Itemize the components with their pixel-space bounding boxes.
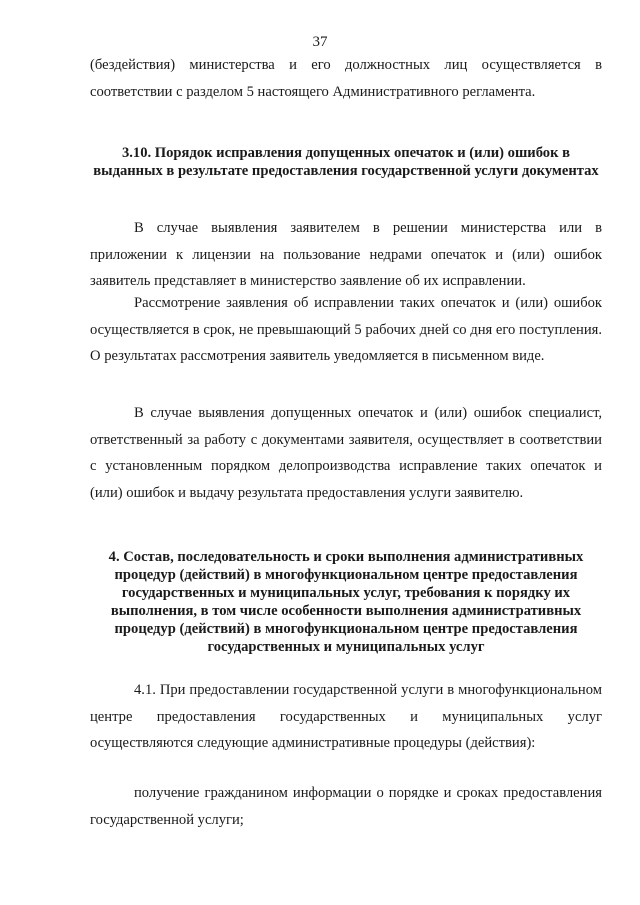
paragraph-4-1: 4.1. При предоставлении государственной услуги в многофункциональном центре предоставления государственных и муниципальных услуг осуществляются следующие административные процедуры (действия):: [90, 682, 602, 751]
section-3-10-heading: 3.10. Порядок исправления допущенных опечаток и (или) ошибок в выданных в результате предоставления государственной услуги документах: [93, 145, 599, 179]
section-3-10-paragraph-3: В случае выявления допущенных опечаток и (или) ошибок специалист, ответственный за работу с документами заявителя, осуществляет в соответствии с установленным порядком делопроизводства исправление таких опечаток и (или) ошибок и выдачу результата предоставления услуги заявителю.: [90, 405, 602, 501]
intro-paragraph: (бездействия) министерства и его должностных лиц осуществляется в соответствии с разделом 5 настоящего Административного регламента.: [90, 57, 602, 100]
list-item: получение гражданином информации о порядке и сроках предоставления государственной услуги;: [90, 785, 602, 828]
page-number: 37: [312, 34, 328, 50]
section-3-10-paragraph-1: В случае выявления заявителем в решении министерства или в приложении к лицензии на пользование недрами опечаток и (или) ошибок заявитель представляет в министерство заявление об их исправлении.: [90, 220, 602, 289]
section-3-10-paragraph-2: Рассмотрение заявления об исправлении таких опечаток и (или) ошибок осуществляется в срок, не превышающий 5 рабочих дней со дня его поступления. О результатах рассмотрения заявитель уведомляется в письменном виде.: [90, 295, 602, 364]
section-4-heading: 4. Состав, последовательность и сроки выполнения административных процедур (действий) в многофункциональном центре предоставления государственных и муниципальных услуг, требования к порядку их выполнения, в том числе особенности выполнения административных процедур (действий) в многофункциональном центре предоставления государственных и муниципальных услуг: [108, 549, 584, 655]
